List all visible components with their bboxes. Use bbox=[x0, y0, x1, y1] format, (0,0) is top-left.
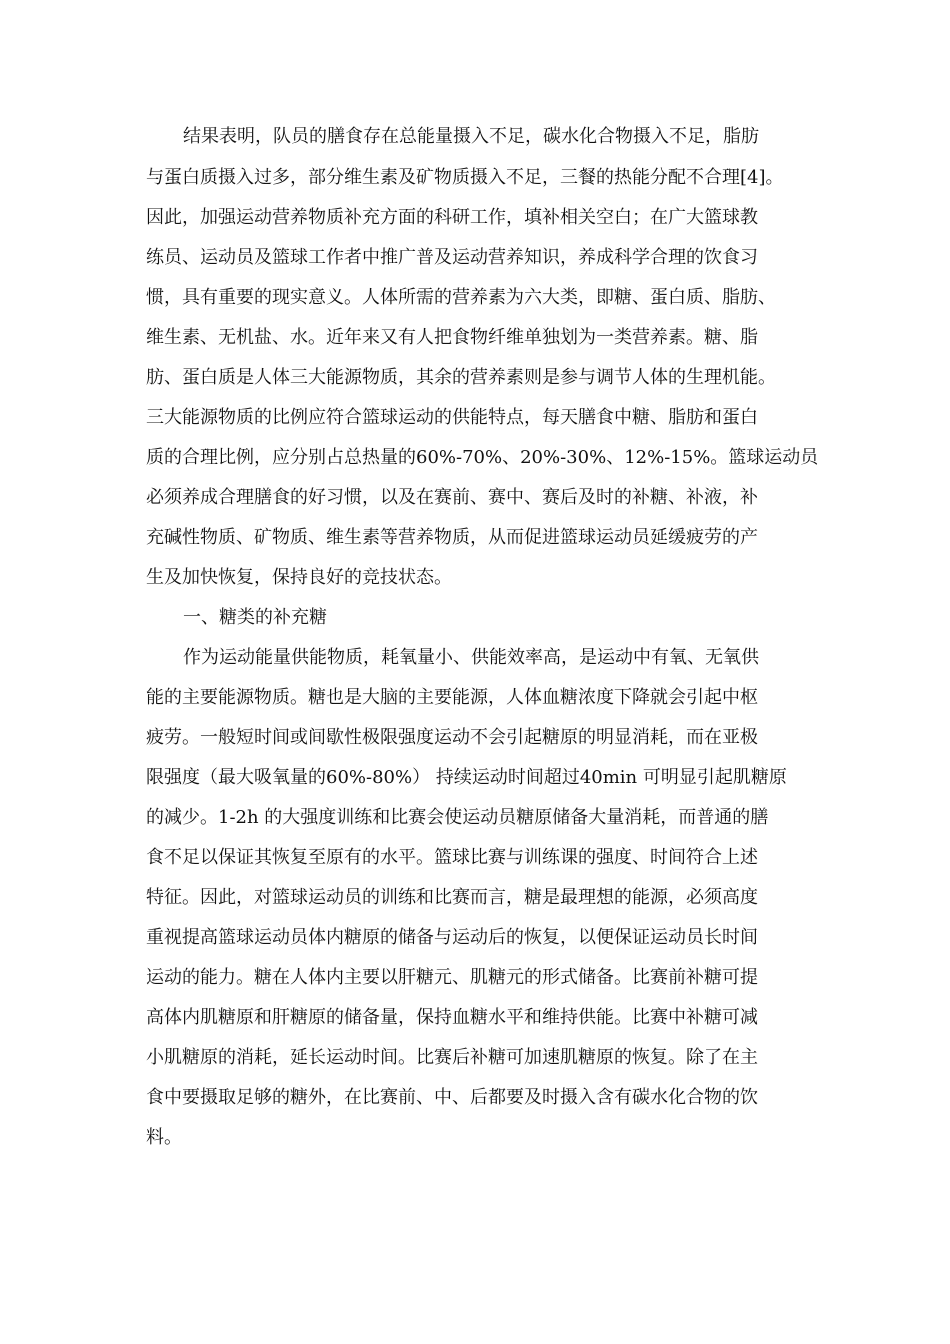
text-line: 疲劳。一般短时间或间歇性极限强度运动不会引起糖原的明显消耗，而在亚极 bbox=[146, 727, 758, 748]
text-line: 惯，具有重要的现实意义。人体所需的营养素为六大类，即糖、蛋白质、脂肪、 bbox=[146, 287, 776, 308]
text-line: 维生素、无机盐、水。近年来又有人把食物纤维单独划为一类营养素。糖、脂 bbox=[146, 327, 758, 348]
text-line: 小肌糖原的消耗，延长运动时间。比赛后补糖可加速肌糖原的恢复。除了在主 bbox=[146, 1047, 758, 1068]
text-line: 生及加快恢复，保持良好的竞技状态。 bbox=[146, 567, 452, 588]
text-line: 食中要摄取足够的糖外，在比赛前、中、后都要及时摄入含有碳水化合物的饮 bbox=[146, 1087, 758, 1108]
text-line: 食不足以保证其恢复至原有的水平。篮球比赛与训练课的强度、时间符合上述 bbox=[146, 847, 758, 868]
section-heading: 一、糖类的补充糖 bbox=[183, 607, 327, 628]
text-line: 三大能源物质的比例应符合篮球运动的供能特点，每天膳食中糖、脂肪和蛋白 bbox=[146, 407, 758, 428]
text-line: 运动的能力。糖在人体内主要以肝糖元、肌糖元的形式储备。比赛前补糖可提 bbox=[146, 967, 758, 988]
text-line: 料。 bbox=[146, 1127, 182, 1148]
text-line: 特征。因此，对篮球运动员的训练和比赛而言，糖是最理想的能源，必须高度 bbox=[146, 887, 758, 908]
text-line: 练员、运动员及篮球工作者中推广普及运动营养知识，养成科学合理的饮食习 bbox=[146, 247, 758, 268]
text-line: 作为运动能量供能物质，耗氧量小、供能效率高，是运动中有氧、无氧供 bbox=[183, 647, 759, 668]
text-line: 与蛋白质摄入过多，部分维生素及矿物质摄入不足，三餐的热能分配不合理[4]。 bbox=[146, 167, 784, 188]
text-line: 高体内肌糖原和肝糖原的储备量，保持血糖水平和维持供能。比赛中补糖可减 bbox=[146, 1007, 758, 1028]
text-line: 充碱性物质、矿物质、维生素等营养物质，从而促进篮球运动员延缓疲劳的产 bbox=[146, 527, 758, 548]
text-line: 因此，加强运动营养物质补充方面的科研工作，填补相关空白；在广大篮球教 bbox=[146, 207, 758, 228]
text-line: 结果表明，队员的膳食存在总能量摄入不足，碳水化合物摄入不足，脂肪 bbox=[183, 126, 759, 147]
text-line: 限强度（最大吸氧量的60%-80%） 持续运动时间超过40min 可明显引起肌糖原 bbox=[146, 767, 787, 788]
text-line: 必须养成合理膳食的好习惯，以及在赛前、赛中、赛后及时的补糖、补液，补 bbox=[146, 487, 758, 508]
text-line: 肪、蛋白质是人体三大能源物质，其余的营养素则是参与调节人体的生理机能。 bbox=[146, 367, 776, 388]
text-line: 的减少。1-2h 的大强度训练和比赛会使运动员糖原储备大量消耗，而普通的膳 bbox=[146, 807, 769, 828]
text-line: 重视提高篮球运动员体内糖原的储备与运动后的恢复，以便保证运动员长时间 bbox=[146, 927, 758, 948]
text-line: 质的合理比例，应分别占总热量的60%-70%、20%-30%、12%-15%。篮球运动员 bbox=[146, 447, 819, 468]
text-line: 能的主要能源物质。糖也是大脑的主要能源，人体血糖浓度下降就会引起中枢 bbox=[146, 687, 758, 708]
